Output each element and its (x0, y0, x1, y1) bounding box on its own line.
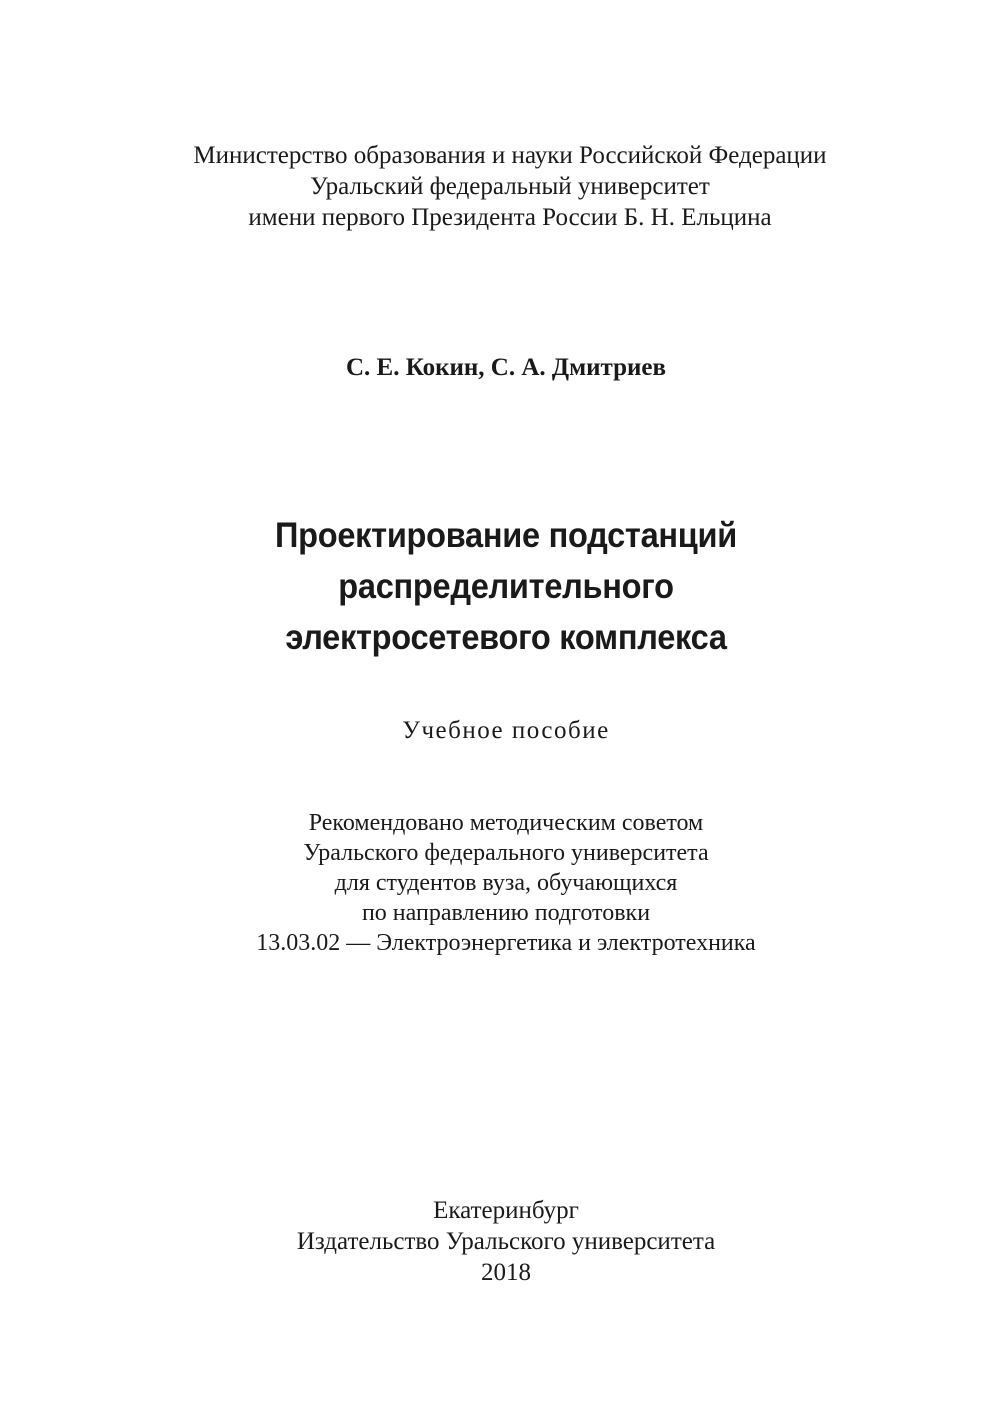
institution-header (8, 140, 1004, 233)
book-title (4, 510, 1004, 663)
title-line-2: распределительного (338, 567, 674, 606)
imprint-year: 2018 (481, 1259, 531, 1286)
recommendation-note (4, 808, 1004, 958)
book-subtitle: Учебное пособие (402, 717, 610, 744)
recommendation-line-2: Уральского федерального университета (303, 840, 709, 866)
title-line-1: Проектирование подстанций (274, 516, 737, 555)
university-name-line: имени первого Президента России Б. Н. Ельцина (248, 204, 772, 231)
imprint-city: Екатеринбург (433, 1197, 579, 1224)
imprint-publisher: Издательство Уральского университета (296, 1228, 716, 1255)
recommendation-line-5: 13.03.02 — Электроэнергетика и электротехника (256, 930, 756, 956)
title-line-3: электросетевого комплекса (285, 618, 727, 657)
recommendation-line-3: для студентов вуза, обучающихся (334, 870, 678, 896)
imprint (4, 1195, 1004, 1288)
recommendation-line-1: Рекомендовано методическим советом (308, 810, 704, 836)
recommendation-line-4: по направлению подготовки (361, 900, 651, 926)
university-line: Уральский федеральный университет (310, 173, 710, 200)
ministry-line: Министерство образования и науки Российской Федерации (193, 142, 827, 169)
authors: С. Е. Кокин, С. А. Дмитриев (345, 354, 667, 381)
